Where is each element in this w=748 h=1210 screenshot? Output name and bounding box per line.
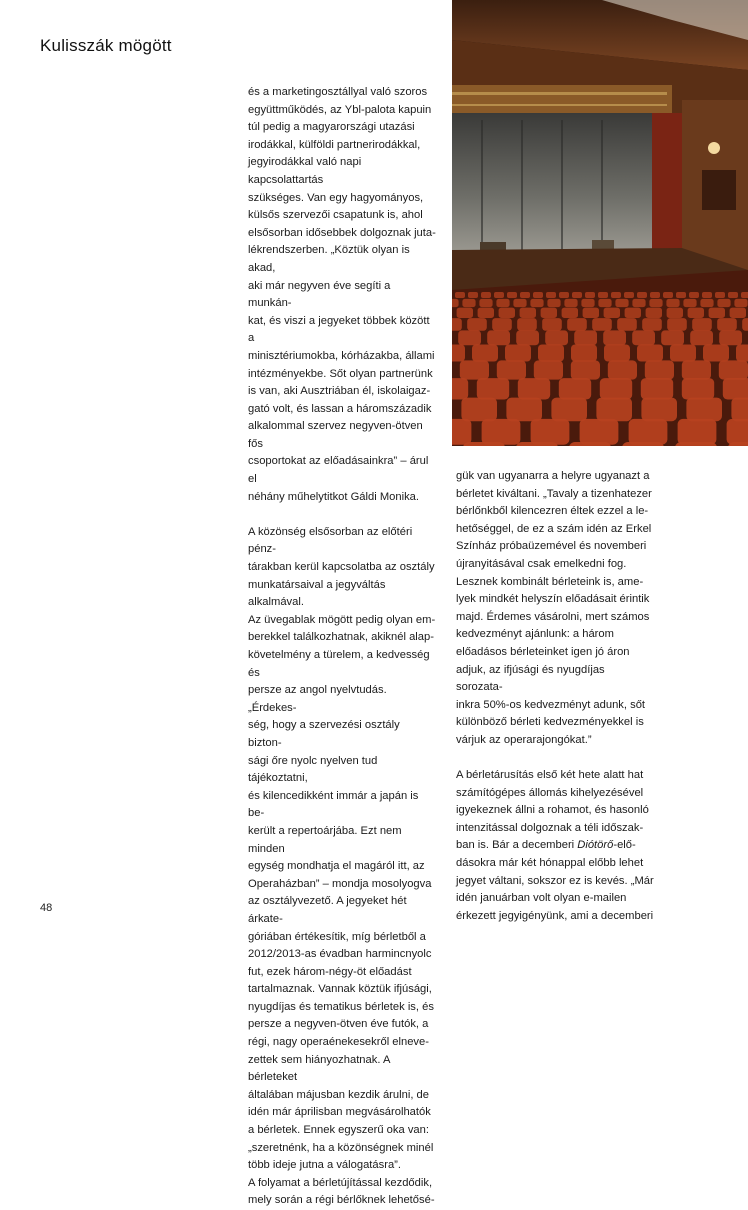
seat — [481, 292, 491, 298]
seat — [717, 318, 737, 331]
seat — [719, 330, 742, 345]
seat — [564, 299, 577, 307]
text-line: különböző bérleti kedvezményekkel is — [456, 716, 644, 729]
text-line: tartalmaznak. Vannak köztük ifjúsági, — [248, 983, 432, 996]
seat — [730, 308, 746, 318]
text-line: persze a negyven-ötven éve futók, a — [248, 1018, 429, 1031]
text-line: és kilencedikként immár a japán is be- — [248, 789, 419, 820]
seat — [682, 360, 711, 379]
seat — [499, 308, 515, 318]
seat — [458, 330, 481, 345]
seat — [478, 308, 494, 318]
seat — [689, 292, 699, 298]
seat — [637, 345, 663, 362]
text-line: A közönség elsősorban az előtéri pénz- — [248, 525, 413, 556]
seat — [641, 378, 673, 399]
seat — [455, 292, 465, 298]
seat — [518, 378, 550, 399]
text-line: érkezett jegyigényünk, ami a decemberi — [456, 909, 654, 922]
seat — [467, 318, 487, 331]
seat — [452, 419, 471, 445]
seat — [452, 299, 459, 307]
seat — [494, 292, 504, 298]
seat — [615, 299, 628, 307]
text-line: számítógépes állomás kihelyezésével — [456, 786, 644, 799]
text-line: követelmény a türelem, a kedvesség és — [248, 649, 430, 679]
text-line: került a repertoárjába. Ezt nem minden — [248, 824, 402, 855]
text-line: néhány műhelytitkot Gáldi Monika. — [248, 490, 420, 503]
seat — [731, 398, 748, 422]
seat — [583, 308, 599, 318]
seat — [645, 360, 674, 379]
text-line: előadásos bérleteinket igen jó áron — [456, 645, 630, 658]
text-line: góriában értékesítik, míg bérletből a — [248, 930, 426, 943]
text-line: jegyirodákkal való napi kapcsolattartás — [248, 156, 362, 186]
seat — [692, 318, 712, 331]
seat — [487, 330, 510, 345]
seat — [649, 299, 662, 307]
seat — [533, 292, 543, 298]
seat — [678, 419, 717, 445]
text-line: adjuk, az ifjúsági és nyugdíjas sorozata- — [456, 663, 605, 694]
page-number: 48 — [40, 902, 53, 914]
text-line: és a marketingosztállyal való szoros — [248, 86, 428, 98]
seat — [559, 378, 591, 399]
seat — [546, 292, 556, 298]
seat — [506, 398, 542, 422]
text-line: ség, hogy a szervezési osztály bizton- — [248, 719, 400, 749]
seat — [541, 308, 557, 318]
text-line: alkalommal szervez negyven-ötven fős — [248, 420, 423, 450]
text-line: szükséges. Van egy hagyományos, — [248, 191, 424, 204]
seat — [477, 378, 509, 399]
seat — [520, 308, 536, 318]
seat — [690, 330, 713, 345]
text-line: dásokra már két hónappal előbb lehet — [456, 857, 644, 870]
text-line: túl pedig a magyarországi utazási — [248, 121, 415, 134]
text-line: „szeretnénk, ha a közönségnek minél — [248, 1141, 434, 1154]
seat — [492, 318, 512, 331]
text-line: tárakban kerül kapcsolatba az osztály — [248, 561, 435, 574]
text-line: munkatársaival a jegyváltás alkalmával. — [248, 578, 386, 609]
text-line: idén januárban volt olyan e-mailen — [456, 892, 627, 905]
seat — [479, 299, 492, 307]
seat — [641, 398, 677, 422]
seat — [580, 419, 619, 445]
theatre-auditorium-photo — [452, 0, 748, 446]
seat — [703, 345, 729, 362]
text-line: elsősorban idősebbek dolgoznak juta- — [248, 226, 436, 239]
text-line: az osztályvezető. A jegyeket hét árkate- — [248, 895, 407, 925]
text-line: berekkel találkozhatnak, akiknél alap- — [248, 631, 434, 644]
seat — [452, 318, 462, 331]
text-fragment: ban is. Bár a decemberi — [456, 839, 578, 852]
seat — [513, 299, 526, 307]
text-line: Operaházban” – mondja mosolyogva — [248, 877, 432, 890]
paragraph — [456, 767, 654, 925]
seat — [676, 292, 686, 298]
seat — [719, 360, 748, 379]
seat — [542, 318, 562, 331]
text-line: egység mondhatja el magáról itt, az — [248, 860, 425, 873]
seat — [663, 292, 673, 298]
seat — [632, 330, 655, 345]
text-line: sági őre nyolc nyelven tud tájékoztatni, — [248, 754, 378, 785]
seat — [629, 419, 668, 445]
text-line: zettek sem hiányozhatnak. A bérleteket — [248, 1053, 390, 1084]
seat — [682, 378, 714, 399]
seat — [600, 378, 632, 399]
seat — [604, 308, 620, 318]
text-line: irodákkal, külföldi partnerirodákkal, — [248, 138, 421, 151]
text-line: inkra 50%-os kedvezményt adunk, sőt — [456, 698, 646, 711]
seat — [463, 442, 505, 446]
seat — [574, 330, 597, 345]
seat — [622, 442, 664, 446]
seat — [482, 419, 521, 445]
text-line: bérlőnkből kilencezren éltek ezzel a le- — [456, 505, 649, 518]
seat — [646, 308, 662, 318]
seat — [683, 299, 696, 307]
seat — [531, 419, 570, 445]
seat — [686, 398, 722, 422]
seat — [496, 299, 509, 307]
text-line: külsős szervezői csapatunk is, ahol — [248, 209, 423, 222]
article-column-right — [456, 468, 654, 925]
seat — [661, 330, 684, 345]
seat — [736, 345, 748, 362]
seat — [667, 308, 683, 318]
text-line: 2012/2013-as évadban harmincnyolc — [248, 948, 432, 961]
seat — [717, 299, 730, 307]
text-line: csoportokat az előadásainkra” – árul el — [248, 455, 429, 486]
seat — [468, 292, 478, 298]
seat — [452, 378, 468, 399]
text-line: igyekeznek állni a rohamot, és hasonló — [456, 804, 649, 817]
seat — [517, 318, 537, 331]
seat — [617, 318, 637, 331]
seat — [734, 299, 747, 307]
text-line: intézményekbe. Sőt olyan partnerünk — [248, 367, 433, 380]
text-line: A bérletárusítás első két hete alatt hat — [456, 769, 644, 782]
seat — [534, 360, 563, 379]
paragraph — [248, 84, 436, 506]
seat — [461, 398, 497, 422]
text-line: kedvezményt ajánlunk: a három — [456, 628, 614, 641]
seat — [505, 345, 531, 362]
seat — [598, 292, 608, 298]
seat — [715, 292, 725, 298]
seat — [545, 330, 568, 345]
text-line: is van, aki Ausztriában él, iskolaigaz- — [248, 385, 431, 398]
text-line: a bérletek. Ennek egyszerű oka van: — [248, 1124, 429, 1137]
seat — [592, 318, 612, 331]
section-title: Kulisszák mögött — [40, 36, 172, 55]
seat — [530, 299, 543, 307]
text-line: intenzitással dolgoznak a téli időszak- — [456, 821, 644, 834]
seat — [608, 360, 637, 379]
seat — [741, 292, 748, 298]
seat — [598, 299, 611, 307]
seat — [611, 292, 621, 298]
seat — [624, 292, 634, 298]
seat — [700, 299, 713, 307]
text-line: gató volt, és lassan a háromszázadik — [248, 402, 432, 415]
seat — [675, 442, 717, 446]
text-line — [456, 839, 636, 851]
seat — [727, 419, 748, 445]
text-line: fut, ezek három-négy-öt előadást — [248, 965, 412, 978]
seat — [520, 292, 530, 298]
text-line: majd. Érdemes vásárolni, mert számos — [456, 610, 650, 623]
seat — [667, 318, 687, 331]
seat — [604, 345, 630, 362]
seat — [460, 360, 489, 379]
seat — [666, 299, 679, 307]
seat — [670, 345, 696, 362]
text-line: jegyet váltani, sokszor ez is kevés. „Már — [456, 874, 654, 887]
seat — [572, 292, 582, 298]
seat — [702, 292, 712, 298]
seat — [596, 398, 632, 422]
seat — [632, 299, 645, 307]
text-line: újranyitásával csak emelkedni fog. — [456, 557, 627, 570]
italic-title: Diótörő — [577, 839, 614, 852]
seat — [723, 378, 748, 399]
seat — [603, 330, 626, 345]
text-fragment: -elő- — [613, 839, 636, 852]
paragraph — [248, 524, 436, 1210]
text-line: lékrendszerben. „Köztük olyan is akad, — [248, 244, 410, 274]
text-line: A folyamat a bérletújítással kezdődik, — [248, 1176, 433, 1189]
seat — [559, 292, 569, 298]
text-line: együttműködés, az Ybl-palota kapuin — [248, 103, 432, 116]
seat — [688, 308, 704, 318]
text-line: Az üvegablak mögött pedig olyan em- — [248, 613, 436, 626]
seat — [709, 308, 725, 318]
seat — [585, 292, 595, 298]
seat — [728, 292, 738, 298]
text-line: hetőséggel, de ez a szám idén az Erkel — [456, 522, 652, 535]
seat — [472, 345, 498, 362]
article-column-left — [248, 84, 436, 1210]
seat — [567, 318, 587, 331]
seat — [462, 299, 475, 307]
seat — [457, 308, 473, 318]
text-line: kat, és viszi a jegyeket többek között a — [248, 314, 430, 345]
text-line: persze az angol nyelvtudás. „Érdekes- — [248, 684, 387, 714]
seat — [547, 299, 560, 307]
seat — [497, 360, 526, 379]
text-line: régi, nagy operaénekesekről elneve- — [248, 1036, 429, 1049]
seat — [581, 299, 594, 307]
text-line: aki már negyven éve segíti a munkán- — [248, 279, 391, 310]
seat — [551, 398, 587, 422]
seat — [562, 308, 578, 318]
seat — [516, 330, 539, 345]
text-line: idén már áprilisban megvásárolhatók — [248, 1106, 431, 1119]
text-line: bérletet kiváltani. „Tavaly a tizenhatezer — [456, 487, 652, 500]
text-line: várjuk az operarajongókat.” — [456, 733, 592, 746]
text-line: mely során a régi bérlőknek lehetősé- — [248, 1194, 435, 1207]
paragraph — [456, 468, 654, 750]
seat — [571, 345, 597, 362]
text-line: Színház próbaüzemével és novemberi — [456, 540, 647, 553]
text-line: lyek mindkét helyszín előadásait érintik — [456, 593, 650, 606]
seat — [571, 360, 600, 379]
text-line: általában májusban kezdik árulni, de — [248, 1088, 429, 1101]
seat — [742, 318, 748, 331]
seat — [538, 345, 564, 362]
seat — [516, 442, 558, 446]
seat — [569, 442, 611, 446]
text-line: több ideje jutna a válogatásra”. — [248, 1159, 401, 1172]
text-line: Lesznek kombinált bérleteink is, ame- — [456, 575, 644, 588]
text-line: nyugdíjas és tematikus bérletek is, és — [248, 1000, 434, 1013]
seat — [507, 292, 517, 298]
seat — [625, 308, 641, 318]
text-line: minisztériumokba, kórházakba, állami — [248, 349, 435, 362]
seat — [642, 318, 662, 331]
seat — [452, 345, 465, 362]
text-line: gük van ugyanarra a helyre ugyanazt a — [456, 470, 650, 482]
seat — [637, 292, 647, 298]
seat — [650, 292, 660, 298]
